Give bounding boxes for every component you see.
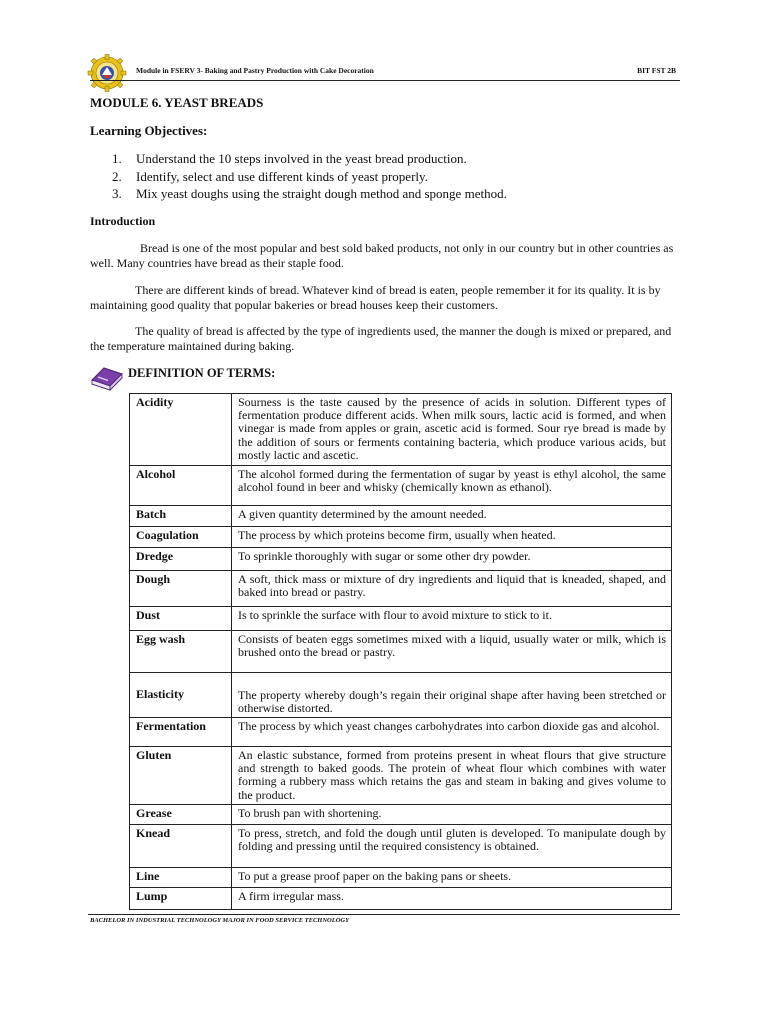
objective-item — [112, 169, 507, 187]
term-cell: Knead — [130, 824, 232, 867]
table-row — [130, 867, 672, 887]
definition-cell: A firm irregular mass. — [232, 887, 672, 909]
definition-cell: An elastic substance, formed from proteins present in wheat flours that give structure and strength to baked goods. The protein of wheat flour which combines with water forming a rubbery mass which retains the gas and steam in baking and gives volume to the product. — [232, 747, 672, 805]
term-cell: Elasticity — [130, 673, 232, 718]
table-row — [130, 394, 672, 466]
table-row — [130, 747, 672, 805]
definitions-heading: DEFINITION OF TERMS: — [128, 366, 276, 380]
term-cell: Acidity — [130, 394, 232, 466]
table-row — [130, 506, 672, 527]
term-cell: Fermentation — [130, 718, 232, 747]
term-cell: Grease — [130, 804, 232, 824]
objective-number: 1. — [112, 151, 122, 166]
objective-number: 2. — [112, 168, 122, 184]
intro-paragraph: There are different kinds of bread. Whatever kind of bread is eaten, people remember it for its quality. It is by maintaining good quality that popular bakeries or bread houses keep their customers. — [90, 283, 661, 312]
definition-cell: The alcohol formed during the fermentation of sugar by yeast is ethyl alcohol, the same alcohol found in beer and whisky (chemically known as ethanol). — [232, 466, 672, 506]
definition-cell: Sourness is the taste caused by the presence of acids in solution. Different types of fermentation produce different acids. When milk sours, lactic acid is formed, and when vinegar is made from apples or grain, ascetic acid is formed. Sour rye bread is made by the addition of sours or ferments containing bacteria, which produce various acids, but mostly lactic and ascetic. — [232, 394, 672, 466]
intro-paragraph: Bread is one of the most popular and best sold baked products, not only in our country but in other countries as well. Many countries have bread as their staple food. — [90, 241, 674, 270]
objective-item — [112, 186, 507, 204]
table-row — [130, 631, 672, 673]
definition-cell: A soft, thick mass or mixture of dry ingredients and liquid that is kneaded, shaped, and baked into bread or pastry. — [232, 571, 672, 607]
definition-cell: Is to sprinkle the surface with flour to avoid mixture to stick to it. — [232, 607, 672, 631]
header-divider — [90, 80, 680, 81]
table-row — [130, 607, 672, 631]
definition-cell: The process by which yeast changes carbohydrates into carbon dioxide gas and alcohol. — [232, 718, 672, 747]
table-row — [130, 548, 672, 571]
definition-cell: The property whereby dough’s regain their original shape after having been stretched or otherwise distorted. — [232, 673, 672, 718]
definition-cell: A given quantity determined by the amount needed. — [232, 506, 672, 527]
table-row — [130, 824, 672, 867]
term-cell: Line — [130, 867, 232, 887]
term-cell: Coagulation — [130, 527, 232, 548]
table-row — [130, 673, 672, 718]
definition-cell: Consists of beaten eggs sometimes mixed with a liquid, usually water or milk, which is brushed onto the bread or pastry. — [232, 631, 672, 673]
footer-divider — [88, 914, 680, 915]
objective-item — [112, 151, 507, 169]
definitions-table — [129, 393, 672, 910]
definition-cell: To brush pan with shortening. — [232, 804, 672, 824]
objectives-heading: Learning Objectives: — [90, 123, 208, 138]
definition-cell: To press, stretch, and fold the dough until gluten is developed. To manipulate dough by folding and pressing until the required consistency is obtained. — [232, 824, 672, 867]
table-row — [130, 887, 672, 909]
objective-text: Identify, select and use different kinds of yeast properly. — [136, 168, 428, 184]
definition-cell: The process by which proteins become firm, usually when heated. — [232, 527, 672, 548]
objectives-list — [112, 151, 507, 204]
objective-number: 3. — [112, 186, 122, 201]
table-row — [130, 527, 672, 548]
definition-cell: To sprinkle thoroughly with sugar or some other dry powder. — [232, 548, 672, 571]
term-cell: Lump — [130, 887, 232, 909]
intro-paragraph: The quality of bread is affected by the type of ingredients used, the manner the dough is mixed or prepared, and the temperature maintained during baking. — [90, 324, 672, 353]
term-cell: Dough — [130, 571, 232, 607]
table-row — [130, 718, 672, 747]
term-cell: Dust — [130, 607, 232, 631]
table-row — [130, 804, 672, 824]
page-title: MODULE 6. YEAST BREADS — [90, 95, 264, 110]
term-cell: Batch — [130, 506, 232, 527]
book-icon — [90, 364, 124, 392]
university-seal-icon — [86, 54, 128, 92]
term-cell: Alcohol — [130, 466, 232, 506]
definition-cell: To put a grease proof paper on the baking pans or sheets. — [232, 867, 672, 887]
header-course-code: BIT FST 2B — [637, 66, 676, 75]
table-row — [130, 571, 672, 607]
objective-text: Mix yeast doughs using the straight dough method and sponge method. — [136, 186, 507, 201]
term-cell: Egg wash — [130, 631, 232, 673]
introduction-heading: Introduction — [90, 214, 156, 228]
objective-text: Understand the 10 steps involved in the yeast bread production. — [136, 151, 467, 166]
term-cell: Dredge — [130, 548, 232, 571]
term-cell: Gluten — [130, 747, 232, 805]
header-module-title: Module in FSERV 3- Baking and Pastry Production with Cake Decoration — [136, 66, 374, 75]
footer-program: BACHELOR IN INDUSTRIAL TECHNOLOGY MAJOR IN FOOD SERVICE TECHNOLOGY — [90, 917, 350, 924]
table-row — [130, 466, 672, 506]
